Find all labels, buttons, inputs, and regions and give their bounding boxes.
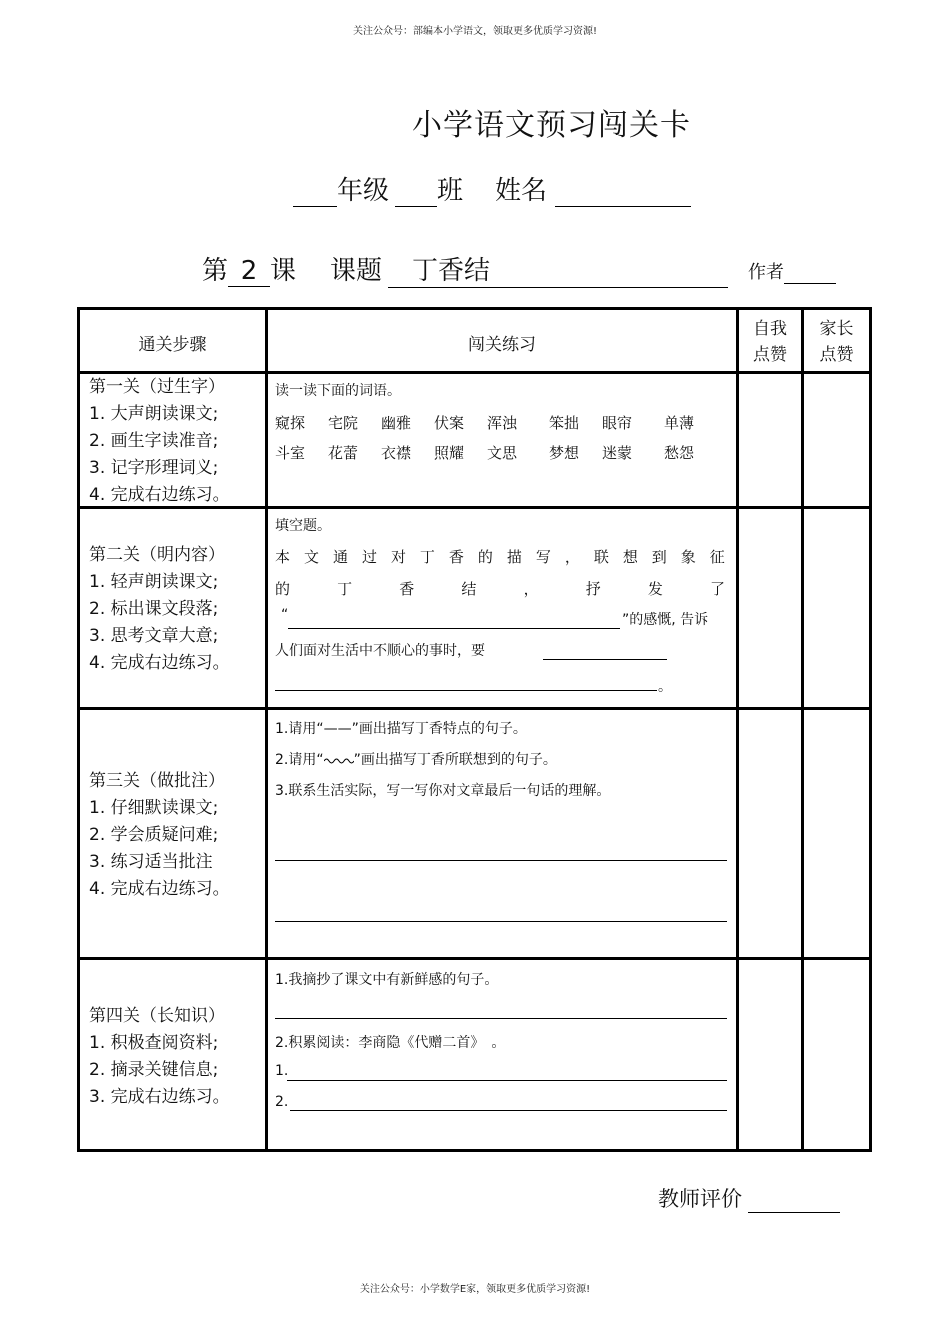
col-header-self-line2: 点赞 [753, 345, 787, 365]
class-blank[interactable] [395, 178, 437, 207]
stage4-step: 1. 积极查阅资料; [89, 1033, 219, 1053]
lesson-number: 2 [228, 256, 270, 287]
class-label: 班 [437, 176, 464, 206]
stage3-step: 3. 练习适当批注 [89, 852, 213, 872]
col-header-steps: 通关步骤 [138, 335, 207, 355]
table-divider [77, 957, 872, 960]
stage3-step: 1. 仔细默读课文; [89, 798, 219, 818]
author-line [748, 258, 836, 284]
stage2-close-text: ”的感慨, 告诉 [622, 612, 709, 628]
stage2-step: 4. 完成右边练习。 [89, 653, 230, 673]
stage4-steps [89, 1003, 230, 1111]
stage3-q2-start: 2.请用“ [275, 752, 324, 768]
grade-blank[interactable] [293, 178, 337, 207]
table-divider [736, 307, 739, 1152]
word: 笨拙 [549, 414, 580, 432]
word: 斗室 [275, 444, 306, 462]
word: 浑浊 [487, 414, 518, 432]
stage3-q2-end: ”画出描写丁香所联想到的句子。 [353, 752, 557, 768]
teacher-blank[interactable] [748, 1190, 840, 1213]
word: 愁怨 [664, 444, 695, 462]
footer-note: 关注公众号：小学数学E家，领取更多优质学习资源! [359, 1284, 591, 1295]
stage2-step: 1. 轻声朗读课文; [89, 572, 219, 592]
word: 衣襟 [381, 444, 412, 462]
stage4-item1-line[interactable] [287, 1080, 727, 1081]
stage1-step: 3. 记字形理词义; [89, 458, 219, 478]
word: 迷蒙 [602, 444, 633, 462]
stage3-q3: 3.联系生活实际，写一写你对文章最后一句话的理解。 [275, 783, 611, 799]
stage4-title: 第四关（长知识） [89, 1006, 225, 1026]
col-header-exercise: 闯关练习 [468, 335, 536, 355]
table-divider [801, 307, 804, 1152]
word: 单薄 [664, 414, 695, 432]
stage3-title: 第三关（做批注） [89, 771, 225, 791]
stage2-step: 3. 思考文章大意; [89, 626, 219, 646]
stage2-line1: 本 文 通 过 对 丁 香 的 描 写 ， 联 想 到 象 征 [275, 548, 725, 566]
col-header-parent-line1: 家长 [819, 319, 854, 339]
stage1-words-row1 [275, 412, 717, 433]
stage2-line4: 人们面对生活中不顺心的事时，要 [275, 643, 485, 659]
page-title: 小学语文预习闯关卡 [412, 108, 691, 143]
word: 宅院 [328, 414, 359, 432]
stage3-step: 4. 完成右边练习。 [89, 879, 230, 899]
word: 梦想 [549, 444, 580, 462]
stage2-instruction: 填空题。 [275, 518, 331, 534]
grade-label: 年级 [337, 176, 390, 206]
lesson-line [202, 250, 728, 288]
stage3-q1: 1.请用“——”画出描写丁香特点的句子。 [275, 721, 527, 737]
wavy-line-icon [324, 755, 354, 765]
stage2-blank-3[interactable] [275, 690, 657, 691]
word: 照耀 [434, 444, 465, 462]
word: 幽雅 [381, 414, 412, 432]
stage4-item2-line[interactable] [290, 1110, 727, 1111]
stage1-step: 4. 完成右边练习。 [89, 485, 230, 505]
word: 眼帘 [602, 414, 633, 432]
stage3-steps [89, 768, 230, 903]
word: 花蕾 [328, 444, 359, 462]
name-label: 姓名 [495, 176, 548, 206]
lesson-prefix: 第 [202, 256, 229, 286]
stage1-instruction: 读一读下面的词语。 [275, 383, 401, 399]
stage3-answer-line-2[interactable] [275, 921, 727, 922]
stage2-blank-1[interactable] [288, 628, 620, 629]
stage2-end-mark: 。 [658, 679, 672, 695]
author-blank[interactable] [784, 263, 836, 284]
word: 伏案 [434, 414, 465, 432]
stage4-step: 2. 摘录关键信息; [89, 1060, 219, 1080]
stage4-answer-line[interactable] [275, 1018, 727, 1019]
stage1-step: 2. 画生字读准音; [89, 431, 219, 451]
stage2-title: 第二关（明内容） [89, 545, 225, 565]
name-blank[interactable] [555, 178, 691, 207]
author-label: 作者 [748, 262, 784, 283]
col-header-parent-line2: 点赞 [819, 345, 854, 365]
stage2-steps [89, 542, 230, 677]
stage2-blank-2[interactable] [543, 659, 667, 660]
stage4-item1-label: 1. [275, 1063, 289, 1079]
stage4-q1: 1.我摘抄了课文中有新鲜感的句子。 [275, 972, 499, 988]
table-divider [265, 307, 268, 1152]
teacher-label: 教师评价 [658, 1187, 742, 1211]
stage1-steps [89, 374, 230, 509]
lesson-suffix: 课 [270, 256, 297, 286]
stage4-q2: 2.积累阅读：李商隐《代赠二首》 。 [275, 1035, 506, 1051]
stage3-answer-line-1[interactable] [275, 860, 727, 861]
stage3-step: 2. 学会质疑问难; [89, 825, 219, 845]
stage2-step: 2. 标出课文段落; [89, 599, 219, 619]
stage4-step: 3. 完成右边练习。 [89, 1087, 230, 1107]
col-header-self-line1: 自我 [753, 319, 787, 339]
col-header-self [739, 316, 801, 368]
stage1-words-row2 [275, 442, 717, 463]
col-header-parent [804, 316, 869, 368]
word: 窥探 [275, 414, 306, 432]
word: 文思 [487, 444, 518, 462]
stage2-line2: 的 丁 香 结 ， 抒 发 了 [275, 580, 725, 598]
stage4-item2-label: 2. [275, 1094, 289, 1110]
stage3-q2 [275, 749, 557, 769]
teacher-evaluation [658, 1183, 840, 1213]
header-note: 关注公众号：部编本小学语文，领取更多优质学习资源! [352, 26, 597, 37]
stage1-title: 第一关（过生字） [89, 377, 225, 397]
stage1-step: 1. 大声朗读课文; [89, 404, 219, 424]
topic-label: 课题 [330, 256, 383, 286]
student-info-line [293, 170, 691, 207]
topic-value: 丁香结 [388, 250, 728, 288]
table-divider [77, 707, 872, 710]
stage2-open-quote: “ [281, 607, 289, 623]
